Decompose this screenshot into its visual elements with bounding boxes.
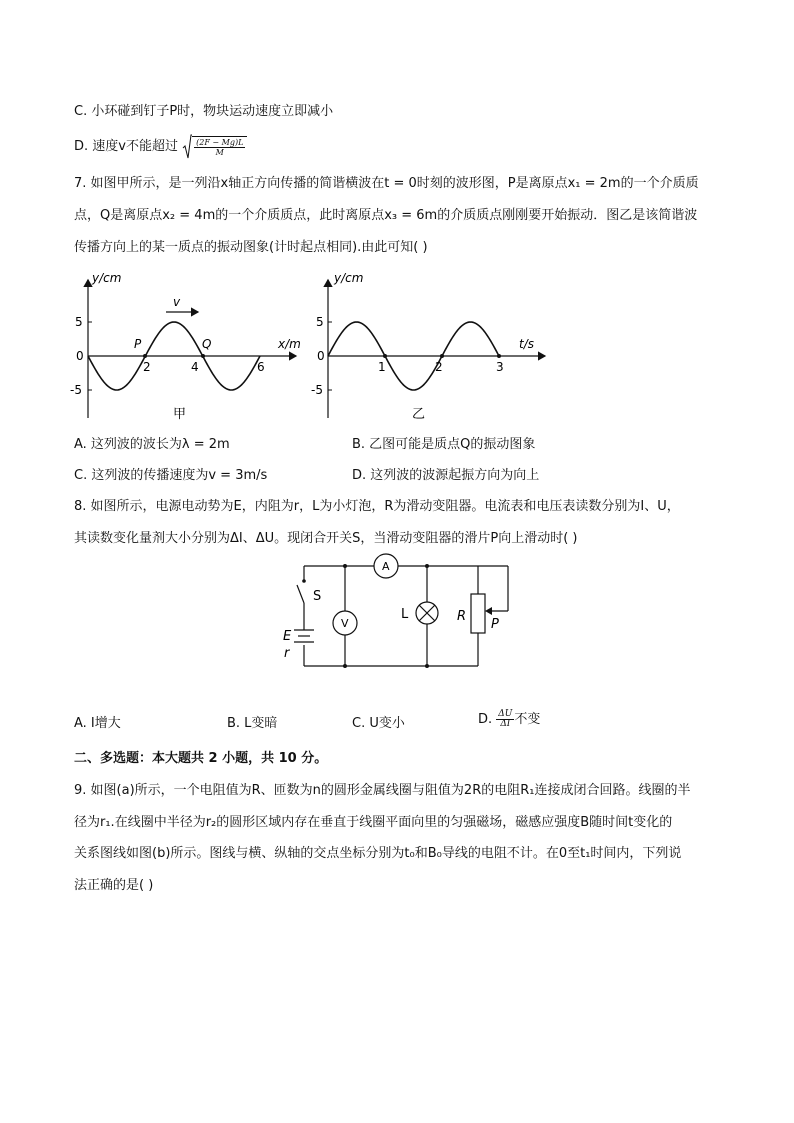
y-axis-label: y/cm xyxy=(334,271,364,285)
point-t1 xyxy=(383,354,387,358)
label-q: Q xyxy=(202,337,212,351)
slider-label: P xyxy=(491,617,499,632)
slider-arrow-icon xyxy=(485,607,492,615)
t-axis-label: t/s xyxy=(519,337,534,351)
circuit-diagram xyxy=(278,553,518,673)
q7-option-d: D. 这列波的波源起振方向为向上 xyxy=(352,468,540,483)
q6-sqrt-expression xyxy=(182,136,247,157)
point-t2 xyxy=(440,354,444,358)
point-p xyxy=(143,354,147,358)
q8-stem-line-2: 其读数变化量剂大小分别为ΔI、ΔU。现闭合开关S，当滑动变阻器的滑片P向上滑动时( ) xyxy=(74,531,578,546)
wave-graph-jia xyxy=(70,268,310,428)
q8-option-b: B. L变暗 xyxy=(227,716,278,731)
y-tick-0: 0 xyxy=(317,349,325,363)
y-tick-5: 5 xyxy=(75,315,83,329)
q6-frac-denominator: M xyxy=(215,148,224,157)
q7-stem-line-3: 传播方向上的某一质点的振动图象(计时起点相同).由此可知( ) xyxy=(74,240,428,255)
rheostat-label: R xyxy=(457,609,467,624)
sqrt-sign-icon xyxy=(182,134,192,160)
t-tick-2: 2 xyxy=(435,360,443,374)
y-tick-5: 5 xyxy=(316,315,324,329)
section-heading-multiple-choice: 二、多选题：本大题共 2 小题，共 10 分。 xyxy=(74,751,328,766)
caption-yi: 乙 xyxy=(412,407,426,422)
q8-option-c: C. U变小 xyxy=(352,716,405,731)
q9-stem-line-3: 关系图线如图(b)所示。图线与横、纵轴的交点坐标分别为t₀和B₀导线的电阻不计。在0至t₁时间内，下列说 xyxy=(74,846,682,861)
point-q xyxy=(201,354,205,358)
caption-jia: 甲 xyxy=(173,407,187,422)
x-tick-4: 4 xyxy=(191,360,199,374)
x-tick-2: 2 xyxy=(143,360,151,374)
q7-stem-line-2: 点，Q是离原点x₂ = 4m的一个介质质点，此时离原点x₃ = 6m的介质质点刚刚要开始振动．图乙是该简谐波 xyxy=(74,208,698,223)
internal-resistance-label: r xyxy=(284,646,290,661)
velocity-label: v xyxy=(173,295,181,309)
label-p: P xyxy=(134,337,142,351)
x-tick-6: 6 xyxy=(257,360,265,374)
q8-option-a: A. I增大 xyxy=(74,716,121,731)
q9-stem-line-2: 径为r₁.在线圈中半径为r₂的圆形区域内存在垂直于线圈平面向里的匀强磁场，磁感应强度B随时间t变化的 xyxy=(74,815,673,830)
t-tick-1: 1 xyxy=(378,360,386,374)
x-axis-label: x/m xyxy=(278,337,301,351)
voltmeter-label: V xyxy=(341,617,349,630)
q9-stem-line-4: 法正确的是( ) xyxy=(74,878,154,893)
y-tick-neg5: -5 xyxy=(70,383,82,397)
q6-option-c: C. 小环碰到钉子P时，物块运动速度立即减小 xyxy=(74,104,334,119)
vibration-graph-yi xyxy=(305,268,555,428)
ammeter-label: A xyxy=(382,560,390,573)
q6-option-d-text: D. 速度v不能超过 xyxy=(74,139,178,154)
q7-option-b: B. 乙图可能是质点Q的振动图象 xyxy=(352,437,536,452)
switch-label: S xyxy=(313,589,322,604)
y-tick-neg5: -5 xyxy=(311,383,323,397)
q6-frac-numerator: (2F − Mg)L xyxy=(196,138,244,147)
emf-label: E xyxy=(283,629,292,644)
q8-frac-numerator: ΔU xyxy=(498,709,513,719)
point-t3 xyxy=(497,354,501,358)
q9-stem-line-1: 9. 如图(a)所示，一个电阻值为R、匝数为n的圆形金属线圈与阻值为2R的电阻R₁连接成闭合回路。线圈的半 xyxy=(74,783,691,798)
q8-frac-denominator: ΔI xyxy=(500,719,511,729)
q8-stem-line-1: 8. 如图所示，电源电动势为E，内阻为r，L为小灯泡，R为滑动变阻器。电流表和电压表读数分别为I、U， xyxy=(74,499,680,514)
q7-option-a: A. 这列波的波长为λ = 2m xyxy=(74,437,230,452)
q7-option-c: C. 这列波的传播速度为v = 3m/s xyxy=(74,468,268,483)
q6-option-d xyxy=(74,136,247,157)
y-tick-0: 0 xyxy=(76,349,84,363)
q8-option-d-suffix: 不变 xyxy=(514,712,541,727)
q8-option-d xyxy=(478,710,540,729)
lamp-label: L xyxy=(401,607,409,622)
q8-option-d-label: D. xyxy=(478,712,493,727)
t-tick-3: 3 xyxy=(496,360,504,374)
q7-stem-line-1: 7. 如图甲所示，是一列沿x轴正方向传播的简谐横波在t = 0时刻的波形图，P是离原点x₁ = 2m的一个介质质 xyxy=(74,176,699,191)
y-axis-label: y/cm xyxy=(92,271,122,285)
